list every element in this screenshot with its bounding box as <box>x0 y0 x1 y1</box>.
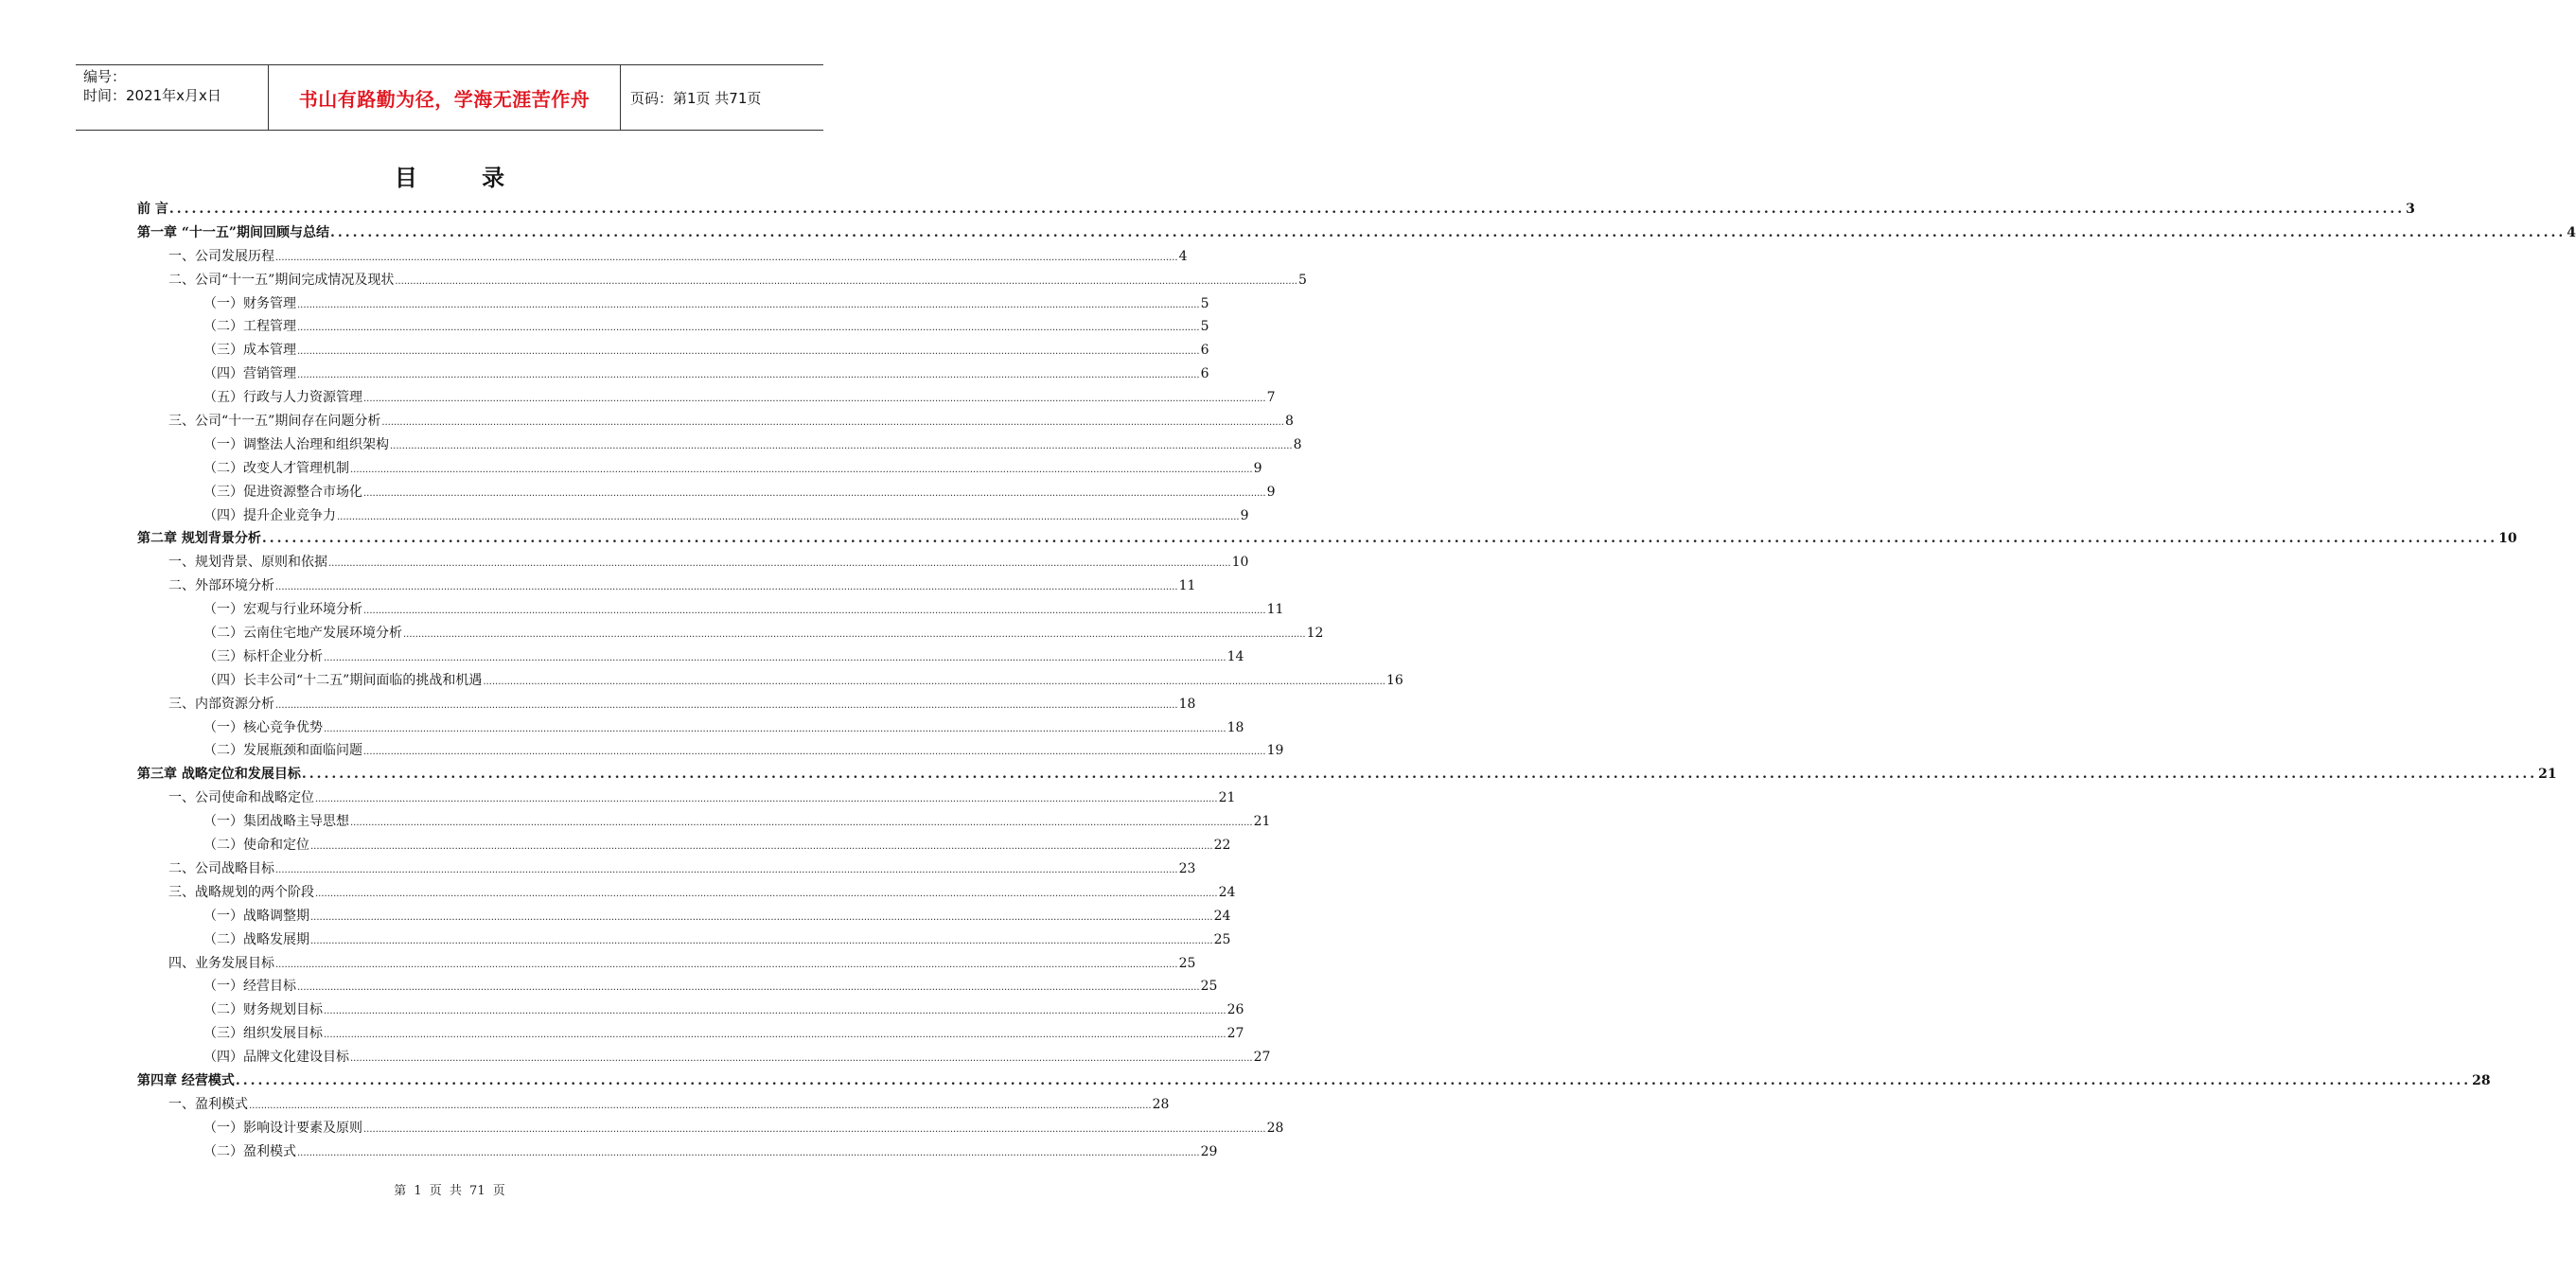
toc-entry-label: （四）长丰公司“十二五”期间面临的挑战和机遇 <box>203 672 483 688</box>
toc-entry-page: 21 <box>1218 790 1236 806</box>
toc-entry-page: 7 <box>1266 390 1276 406</box>
toc-leader-dots: ............................................................................................................................................................................................................................................................................................................ <box>329 224 2567 240</box>
toc-entry-label: 二、公司“十一五”期间完成情况及现状 <box>168 272 395 288</box>
toc-entry-label: （三）成本管理 <box>203 343 296 359</box>
toc-leader-dots: ............................................................................................................................................................................................................................................................................................................ <box>381 417 1284 429</box>
toc-leader-dots: ............................................................................................................................................................................................................................................................................................................ <box>350 1053 1253 1065</box>
toc-entry[interactable] <box>137 881 1236 905</box>
toc-leader-dots: ............................................................................................................................................................................................................................................................................................................ <box>297 982 1200 994</box>
toc-entry-label: 三、内部资源分析 <box>168 696 274 712</box>
toc-entry-page: 8 <box>1284 414 1294 430</box>
toc-leader-dots: ............................................................................................................................................................................................................................................................................................................ <box>275 864 1178 875</box>
toc-entry-label: 二、外部环境分析 <box>168 578 274 594</box>
toc-entry[interactable] <box>137 221 2576 245</box>
toc-entry-page: 5 <box>1297 272 1307 288</box>
toc-entry[interactable] <box>137 1022 1244 1046</box>
toc-entry-page: 28 <box>1266 1120 1284 1136</box>
header-meta <box>76 65 269 130</box>
toc-leader-dots: ............................................................................................................................................................................................................................................................................................................ <box>297 1147 1200 1158</box>
toc-entry-label: 四、业务发展目标 <box>168 955 274 971</box>
toc-entry[interactable] <box>137 574 1196 598</box>
toc-leader-dots: ............................................................................................................................................................................................................................................................................................................ <box>275 582 1178 593</box>
toc-entry-page: 11 <box>1178 578 1196 594</box>
toc-entry-page: 25 <box>1200 979 1218 995</box>
toc-entry-label: （二）财务规划目标 <box>203 1002 323 1018</box>
toc-leader-dots: ............................................................................................................................................................................................................................................................................................................ <box>337 511 1240 522</box>
toc-leader-dots: ............................................................................................................................................................................................................................................................................................................ <box>275 699 1178 711</box>
toc-entry[interactable] <box>137 645 1244 669</box>
toc-entry-label: （二）工程管理 <box>203 319 296 335</box>
toc-entry-label: （二）云南住宅地产发展环境分析 <box>203 626 402 642</box>
toc-leader-dots: ............................................................................................................................................................................................................................................................................................................ <box>324 723 1226 734</box>
toc-leader-dots: ............................................................................................................................................................................................................................................................................................................ <box>261 531 2498 547</box>
toc-entry-label: （二）战略发展期 <box>203 931 309 947</box>
toc-entry-page: 5 <box>1200 295 1209 311</box>
toc-leader-dots: ............................................................................................................................................................................................................................................................................................................ <box>310 841 1213 853</box>
toc-entry[interactable] <box>137 198 2415 221</box>
toc-entry-page: 9 <box>1253 460 1262 476</box>
toc-entry-label: 三、战略规划的两个阶段 <box>168 884 314 900</box>
toc-entry[interactable] <box>137 457 1262 481</box>
toc-entry-label: （一）调整法人治理和组织架构 <box>203 436 389 452</box>
toc-entry-label: 第一章 “十一五”期间回顾与总结 <box>137 224 329 240</box>
header-page-info: 页码：第1页 共71页 <box>630 89 762 107</box>
toc-entry[interactable] <box>137 245 1188 269</box>
toc-leader-dots: ............................................................................................................................................................................................................................................................................................................ <box>328 558 1231 570</box>
toc-entry-page: 14 <box>1226 648 1244 664</box>
toc-entry-label: （一）财务管理 <box>203 295 296 311</box>
toc-entry-page: 25 <box>1178 955 1196 971</box>
toc-leader-dots: ............................................................................................................................................................................................................................................................................................................ <box>350 818 1253 829</box>
toc-entry[interactable] <box>137 693 1196 716</box>
toc-entry-page: 23 <box>1178 860 1196 876</box>
toc-entry-label: 一、公司使命和战略定位 <box>168 790 314 806</box>
toc-entry-label: （四）提升企业竞争力 <box>203 507 336 523</box>
toc-entry[interactable] <box>137 928 1231 952</box>
page-header <box>76 64 823 131</box>
table-of-contents <box>137 198 2576 1164</box>
toc-entry[interactable] <box>137 551 1249 574</box>
toc-entry-label: （一）经营目标 <box>203 979 296 995</box>
toc-entry-label: 一、盈利模式 <box>168 1096 248 1112</box>
toc-entry-label: （二）盈利模式 <box>203 1143 296 1159</box>
toc-entry-page: 8 <box>1293 436 1302 452</box>
toc-entry[interactable] <box>137 763 2557 786</box>
toc-leader-dots: ............................................................................................................................................................................................................................................................................................................ <box>350 464 1253 475</box>
toc-leader-dots: ............................................................................................................................................................................................................................................................................................................ <box>297 323 1200 334</box>
toc-entry-page: 22 <box>1213 838 1231 854</box>
toc-entry-label: （三）组织发展目标 <box>203 1026 323 1042</box>
toc-entry[interactable] <box>137 998 1244 1022</box>
toc-entry-page: 4 <box>1178 248 1188 264</box>
toc-entry[interactable] <box>137 598 1284 622</box>
toc-entry[interactable] <box>137 1093 1170 1117</box>
toc-entry-label: 第三章 战略定位和发展目标 <box>137 767 301 783</box>
toc-entry-label: （一）影响设计要素及原则 <box>203 1120 362 1136</box>
toc-entry-label: （一）核心竞争优势 <box>203 719 323 735</box>
toc-entry[interactable] <box>137 386 1276 410</box>
toc-leader-dots: ............................................................................................................................................................................................................................................................................................................ <box>324 1006 1226 1017</box>
toc-leader-dots: ............................................................................................................................................................................................................................................................................................................ <box>324 1030 1226 1041</box>
toc-leader-dots: ............................................................................................................................................................................................................................................................................................................ <box>297 299 1200 310</box>
toc-entry-page: 5 <box>1200 319 1209 335</box>
toc-leader-dots: ............................................................................................................................................................................................................................................................................................................ <box>483 676 1385 687</box>
toc-entry-page: 21 <box>1253 814 1271 830</box>
toc-entry-label: 一、公司发展历程 <box>168 248 274 264</box>
toc-entry[interactable] <box>137 292 1209 316</box>
toc-entry-page: 3 <box>2406 202 2415 217</box>
toc-entry[interactable] <box>137 339 1209 362</box>
toc-leader-dots: ............................................................................................................................................................................................................................................................................................................ <box>297 346 1200 358</box>
toc-leader-dots: ............................................................................................................................................................................................................................................................................................................ <box>310 911 1213 923</box>
toc-entry-page: 27 <box>1226 1026 1244 1042</box>
toc-entry-label: 二、公司战略目标 <box>168 860 274 876</box>
toc-leader-dots: ............................................................................................................................................................................................................................................................................................................ <box>315 794 1218 805</box>
toc-entry-page: 12 <box>1306 626 1324 642</box>
toc-entry-page: 19 <box>1266 743 1284 759</box>
toc-entry-page: 27 <box>1253 1050 1271 1066</box>
toc-entry-page: 18 <box>1226 719 1244 735</box>
toc-entry-label: （二）使命和定位 <box>203 838 309 854</box>
toc-entry[interactable] <box>137 433 1302 457</box>
toc-entry[interactable] <box>137 952 1196 976</box>
toc-entry-page: 9 <box>1266 484 1276 500</box>
toc-leader-dots: ............................................................................................................................................................................................................................................................................................................ <box>390 440 1293 451</box>
toc-leader-dots: ............................................................................................................................................................................................................................................................................................................ <box>275 252 1178 263</box>
toc-entry-page: 28 <box>1152 1096 1170 1112</box>
toc-leader-dots: ............................................................................................................................................................................................................................................................................................................ <box>301 767 2538 783</box>
toc-entry[interactable] <box>137 669 1403 693</box>
toc-leader-dots: ............................................................................................................................................................................................................................................................................................................ <box>249 1100 1152 1111</box>
toc-entry[interactable] <box>137 834 1231 857</box>
toc-leader-dots: ............................................................................................................................................................................................................................................................................................................ <box>363 487 1266 499</box>
toc-entry-page: 24 <box>1218 884 1236 900</box>
toc-entry-page: 10 <box>1231 555 1249 571</box>
toc-entry[interactable] <box>137 810 1271 834</box>
toc-entry[interactable] <box>137 1046 1271 1069</box>
toc-entry-label: 三、公司“十一五”期间存在问题分析 <box>168 414 381 430</box>
toc-leader-dots: ............................................................................................................................................................................................................................................................................................................ <box>395 275 1297 287</box>
toc-entry[interactable] <box>137 362 1209 386</box>
toc-entry[interactable] <box>137 975 1218 998</box>
toc-entry-page: 4 <box>2567 224 2576 240</box>
toc-entry-page: 6 <box>1200 366 1209 382</box>
toc-entry[interactable] <box>137 1117 1284 1140</box>
toc-leader-dots: ............................................................................................................................................................................................................................................................................................................ <box>235 1072 2472 1088</box>
toc-entry-label: 前 言 <box>137 202 168 217</box>
toc-entry[interactable] <box>137 716 1244 740</box>
toc-leader-dots: ............................................................................................................................................................................................................................................................................................................ <box>315 888 1218 899</box>
toc-entry-label: （四）营销管理 <box>203 366 296 382</box>
toc-leader-dots: ............................................................................................................................................................................................................................................................................................................ <box>275 959 1178 970</box>
toc-entry[interactable] <box>137 481 1276 504</box>
toc-entry[interactable] <box>137 315 1209 339</box>
toc-leader-dots: ............................................................................................................................................................................................................................................................................................................ <box>168 202 2406 217</box>
toc-title: 目 录 <box>394 165 534 191</box>
toc-entry-page: 6 <box>1200 343 1209 359</box>
toc-entry[interactable] <box>137 410 1294 433</box>
toc-entry-label: （四）品牌文化建设目标 <box>203 1050 349 1066</box>
toc-entry-label: （三）促进资源整合市场化 <box>203 484 362 500</box>
toc-entry[interactable] <box>137 1140 1218 1164</box>
toc-leader-dots: ............................................................................................................................................................................................................................................................................................................ <box>363 1123 1266 1135</box>
toc-entry-page: 11 <box>1266 602 1284 618</box>
page-footer: 第 1 页 共 71 页 <box>394 1184 505 1198</box>
toc-entry-label: （一）集团战略主导思想 <box>203 814 349 830</box>
toc-entry-page: 29 <box>1200 1143 1218 1159</box>
toc-entry-label: （五）行政与人力资源管理 <box>203 390 362 406</box>
toc-entry-page: 25 <box>1213 931 1231 947</box>
toc-entry-label: 第二章 规划背景分析 <box>137 531 261 547</box>
toc-entry-label: （一）战略调整期 <box>203 908 309 924</box>
toc-entry[interactable] <box>137 1069 2491 1093</box>
toc-entry-label: （三）标杆企业分析 <box>203 648 323 664</box>
toc-entry[interactable] <box>137 504 1249 528</box>
toc-entry[interactable] <box>137 622 1324 645</box>
toc-entry-page: 10 <box>2498 531 2517 547</box>
toc-entry[interactable] <box>137 786 1236 810</box>
toc-leader-dots: ............................................................................................................................................................................................................................................................................................................ <box>403 629 1306 641</box>
toc-entry-page: 28 <box>2472 1072 2491 1088</box>
document-number-label: 编号： <box>83 68 127 85</box>
toc-leader-dots: ............................................................................................................................................................................................................................................................................................................ <box>363 394 1266 405</box>
toc-entry-page: 16 <box>1385 672 1403 688</box>
toc-entry-page: 18 <box>1178 696 1196 712</box>
toc-entry-label: （二）改变人才管理机制 <box>203 460 349 476</box>
toc-leader-dots: ............................................................................................................................................................................................................................................................................................................ <box>310 935 1213 946</box>
document-time-label: 时间：2021年x月x日 <box>83 87 221 104</box>
toc-entry[interactable] <box>137 527 2517 551</box>
toc-leader-dots: ............................................................................................................................................................................................................................................................................................................ <box>324 652 1226 663</box>
toc-entry[interactable] <box>137 905 1231 928</box>
toc-entry[interactable] <box>137 739 1284 763</box>
toc-leader-dots: ............................................................................................................................................................................................................................................................................................................ <box>297 370 1200 381</box>
toc-entry-label: （一）宏观与行业环境分析 <box>203 602 362 618</box>
toc-leader-dots: ............................................................................................................................................................................................................................................................................................................ <box>363 747 1266 758</box>
toc-entry-label: （二）发展瓶颈和面临问题 <box>203 743 362 759</box>
toc-entry-page: 26 <box>1226 1002 1244 1018</box>
toc-entry-page: 24 <box>1213 908 1231 924</box>
toc-entry[interactable] <box>137 857 1196 881</box>
toc-entry[interactable] <box>137 269 1307 292</box>
header-motto: 书山有路勤为径，学海无涯苦作舟 <box>269 65 621 130</box>
toc-entry-page: 9 <box>1240 507 1249 523</box>
toc-entry-label: 一、规划背景、原则和依据 <box>168 555 327 571</box>
toc-entry-page: 21 <box>2538 767 2557 783</box>
toc-entry-label: 第四章 经营模式 <box>137 1072 235 1088</box>
toc-leader-dots: ............................................................................................................................................................................................................................................................................................................ <box>363 606 1266 617</box>
